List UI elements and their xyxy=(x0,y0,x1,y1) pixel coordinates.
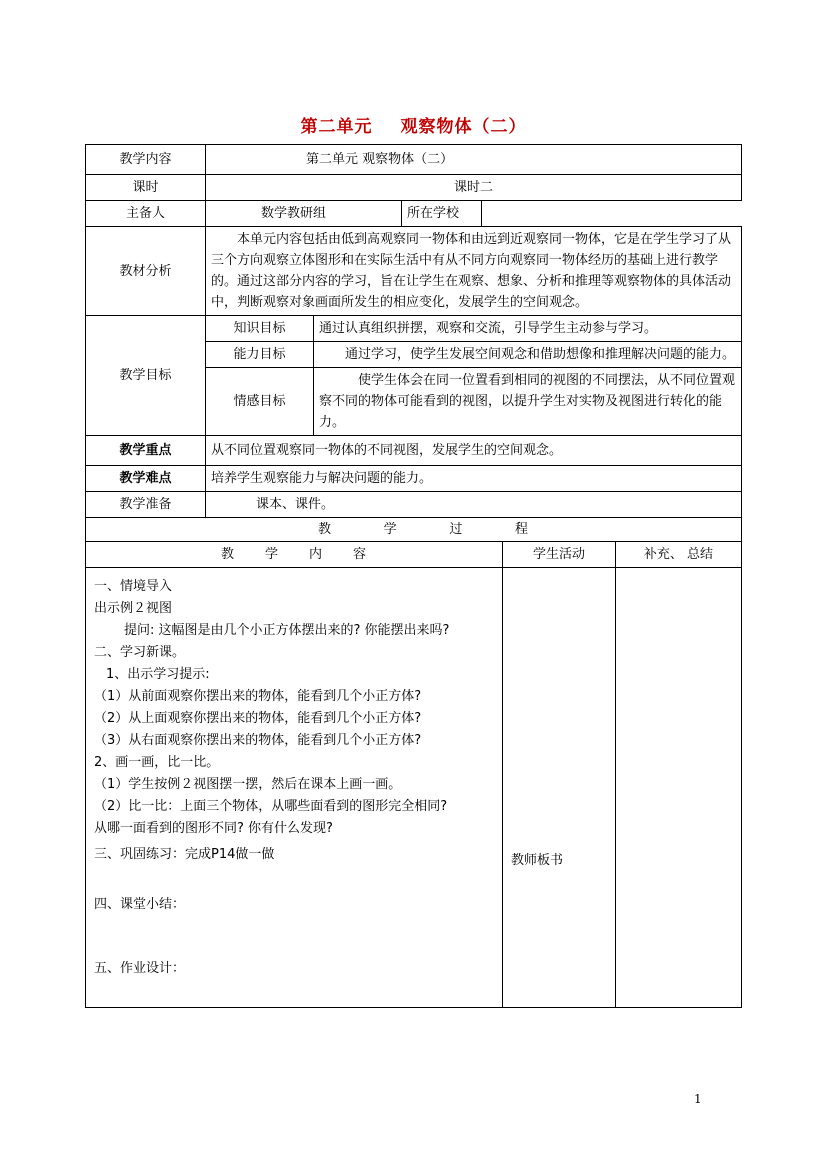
content-line: 五、作业设计： xyxy=(94,961,186,976)
col-content-char: 内 xyxy=(308,547,322,562)
content-line: 四、课堂小结： xyxy=(94,897,186,912)
analysis-value: 本单元内容包括由低到高观察同一物体和由远到近观察同一物体，它是在学生学习了从三个方向观察立体图形和在实际生活中有从不同方向观察同一物体经历的基础上进行教学的。通过这部分内容的学习，旨在让学生在观察、想象、分析和推理等观察物体的具体活动中，判断观察对象画面所发生的相应变化，发展学生的空间观念。 xyxy=(206,227,742,316)
content-line: 2、画一画，比一比。 xyxy=(94,755,220,770)
prep-value: 课本、课件。 xyxy=(206,492,742,518)
process-header-char: 过 xyxy=(449,522,463,537)
process-table xyxy=(85,541,742,1008)
process-header xyxy=(86,518,742,542)
row-prep xyxy=(86,492,742,518)
content-line: 提问: 这幅图是由几个小正方体摆出来的? 你能摆出来吗? xyxy=(124,623,450,638)
prep-label: 教学准备 xyxy=(86,492,206,518)
col-content-char: 学 xyxy=(264,547,278,562)
content-line: （1）从前面观察你摆出来的物体，能看到几个小正方体? xyxy=(94,689,422,704)
page-number: 1 xyxy=(694,1092,702,1106)
process-header-char: 教 xyxy=(318,522,332,537)
col-summary-header: 补充、 总结 xyxy=(616,542,742,568)
process-header-char: 学 xyxy=(383,522,397,537)
analysis-label: 教材分析 xyxy=(86,227,206,316)
period-label: 课时 xyxy=(86,175,206,201)
row-period xyxy=(86,175,742,201)
content-line: 从哪一面看到的图形不同? 你有什么发现? xyxy=(94,821,333,836)
row-difficulty xyxy=(86,466,742,492)
title-topic: 观察物体（二） xyxy=(400,117,527,137)
key-table xyxy=(85,435,742,542)
content-label: 教学内容 xyxy=(86,145,206,175)
key-value: 从不同位置观察同一物体的不同视图，发展学生的空间观念。 xyxy=(206,436,742,466)
content-line: （1）学生按例２视图摆一摆，然后在课本上画一画。 xyxy=(94,777,402,792)
difficulty-label: 教学难点 xyxy=(86,466,206,492)
content-value: 第二单元 观察物体（二） xyxy=(206,145,742,175)
process-header-char: 程 xyxy=(514,522,528,537)
title-unit: 第二单元 xyxy=(300,117,373,137)
process-activity xyxy=(503,568,616,1008)
activity-text: 教师板书 xyxy=(511,853,564,868)
key-label: 教学重点 xyxy=(86,436,206,466)
emotion-value: 使学生体会在同一位置看到相同的视图的不同摆法，从不同位置观察不同的物体可能看到的视图，以提升学生对实物及视图进行转化的能力。 xyxy=(314,368,742,436)
row-preparer xyxy=(86,201,742,227)
row-key xyxy=(86,436,742,466)
content-line: 出示例２视图 xyxy=(94,601,173,616)
process-content xyxy=(86,568,503,1008)
row-knowledge xyxy=(86,316,742,342)
goals-label: 教学目标 xyxy=(86,316,206,436)
content-line: 一、情境导入 xyxy=(94,579,173,594)
knowledge-label: 知识目标 xyxy=(206,316,314,342)
row-analysis xyxy=(86,227,742,316)
row-content xyxy=(86,145,742,175)
knowledge-value: 通过认真组织拼摆，观察和交流，引导学生主动参与学习。 xyxy=(314,316,742,342)
col-content-char: 容 xyxy=(352,547,366,562)
ability-value: 通过学习，使学生发展空间观念和借助想像和推理解决问题的能力。 xyxy=(314,342,742,368)
preparer-label: 主备人 xyxy=(86,201,206,227)
content-line: （3）从右面观察你摆出来的物体，能看到几个小正方体? xyxy=(94,733,422,748)
difficulty-value: 培养学生观察能力与解决问题的能力。 xyxy=(206,466,742,492)
ability-label: 能力目标 xyxy=(206,342,314,368)
emotion-label: 情感目标 xyxy=(206,368,314,436)
content-line: （2）比一比：上面三个物体，从哪些面看到的图形完全相同? xyxy=(94,799,448,814)
info-table xyxy=(85,144,742,316)
row-process-body xyxy=(86,568,742,1008)
content-line: （2）从上面观察你摆出来的物体，能看到几个小正方体? xyxy=(94,711,422,726)
col-activity-header: 学生活动 xyxy=(503,542,616,568)
process-summary xyxy=(616,568,742,1008)
content-line: 二、学习新课。 xyxy=(94,645,186,660)
col-content-header xyxy=(86,542,503,568)
document-title xyxy=(0,112,827,137)
school-label: 所在学校 xyxy=(402,201,482,227)
goals-table xyxy=(85,315,742,436)
row-process-header xyxy=(86,518,742,542)
content-line: 1、出示学习提示: xyxy=(106,667,210,682)
preparer-value: 数学教研组 xyxy=(206,201,402,227)
lesson-plan xyxy=(85,144,741,1008)
row-process-columns xyxy=(86,542,742,568)
period-value: 课时二 xyxy=(206,175,742,201)
col-content-char: 教 xyxy=(221,547,235,562)
school-value xyxy=(482,201,742,227)
content-line: 三、巩固练习：完成P14做一做 xyxy=(94,847,275,862)
